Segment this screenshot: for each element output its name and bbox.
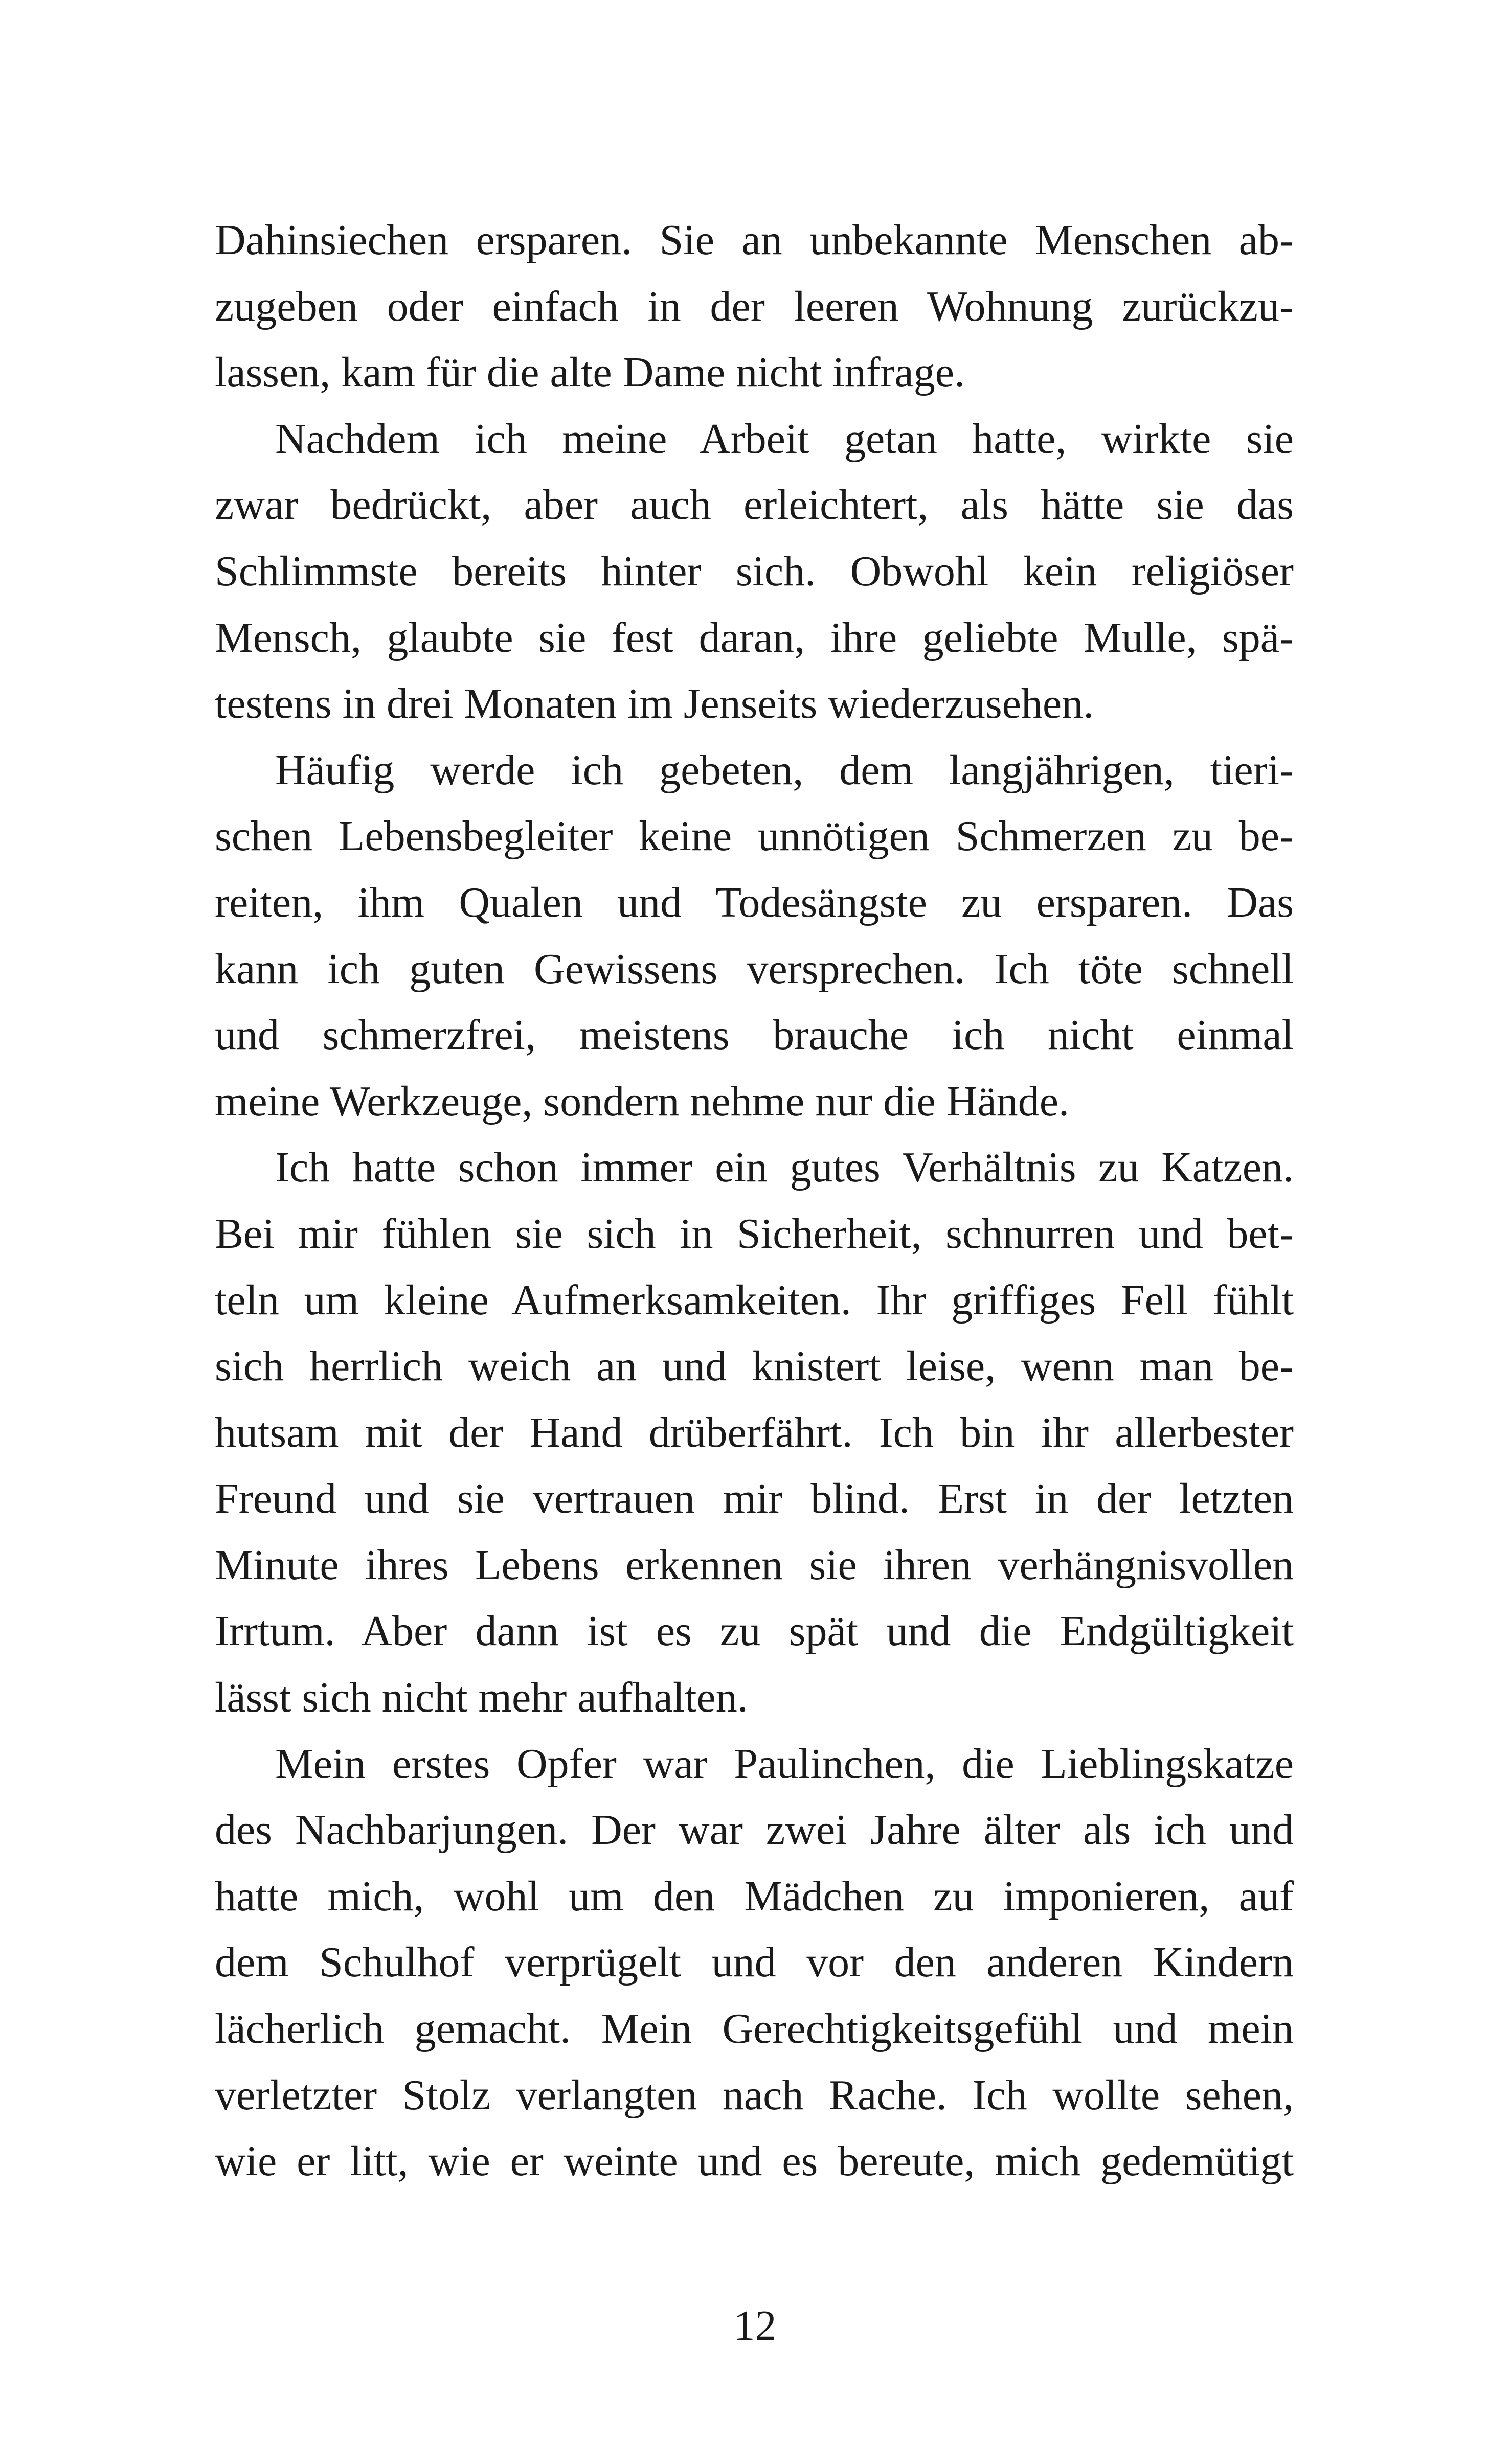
text-line: verletzter Stolz verlangten nach Rache. Ich wollte sehen, <box>215 2071 1294 2119</box>
text-line: meine Werkzeuge, sondern nehme nur die Hände. <box>215 1077 1070 1125</box>
text-line: reiten, ihm Qualen und Todesängste zu ersparen. Das <box>215 878 1294 926</box>
text-line: Mein erstes Opfer war Paulinchen, die Lieblingskatze <box>275 1740 1294 1788</box>
text-line: hatte mich, wohl um den Mädchen zu imponieren, auf <box>215 1872 1294 1920</box>
text-line: und schmerzfrei, meistens brauche ich nicht einmal <box>215 1011 1294 1059</box>
text-line: wie er litt, wie er weinte und es bereute, mich gedemütigt <box>215 2137 1294 2185</box>
text-line: hutsam mit der Hand drüberfährt. Ich bin ihr allerbester <box>215 1408 1294 1456</box>
text-line: kann ich guten Gewissens versprechen. Ich töte schnell <box>215 945 1294 993</box>
text-line: Minute ihres Lebens erkennen sie ihren verhängnisvollen <box>215 1541 1294 1589</box>
page-number: 12 <box>733 2302 777 2349</box>
text-line: teln um kleine Aufmerksamkeiten. Ihr griffiges Fell fühlt <box>215 1276 1294 1324</box>
text-line: Nachdem ich meine Arbeit getan hatte, wirkte sie <box>275 415 1294 463</box>
text-line: lassen, kam für die alte Dame nicht infrage. <box>215 349 965 397</box>
text-line: lässt sich nicht mehr aufhalten. <box>215 1674 748 1722</box>
text-line: Irrtum. Aber dann ist es zu spät und die Endgültigkeit <box>215 1607 1294 1655</box>
text-line: Ich hatte schon immer ein gutes Verhältnis zu Katzen. <box>275 1144 1294 1192</box>
text-line: schen Lebensbegleiter keine unnötigen Schmerzen zu be- <box>215 812 1294 860</box>
text-line: Mensch, glaubte sie fest daran, ihre geliebte Mulle, spä- <box>215 613 1294 661</box>
text-line: dem Schulhof verprügelt und vor den anderen Kindern <box>215 1938 1294 1987</box>
text-line: zwar bedrückt, aber auch erleichtert, als hätte sie das <box>215 481 1294 529</box>
text-line: des Nachbarjungen. Der war zwei Jahre älter als ich und <box>215 1806 1294 1854</box>
text-line: zugeben oder einfach in der leeren Wohnung zurückzu- <box>215 282 1294 330</box>
text-line: lächerlich gemacht. Mein Gerechtigkeitsgefühl und mein <box>215 2005 1294 2053</box>
text-line: Dahinsiechen ersparen. Sie an unbekannte Menschen ab- <box>215 216 1294 264</box>
text-line: Schlimmste bereits hinter sich. Obwohl kein religiöser <box>215 547 1294 595</box>
text-line: sich herrlich weich an und knistert leise, wenn man be- <box>215 1342 1294 1390</box>
text-line: Freund und sie vertrauen mir blind. Erst in der letzten <box>215 1475 1294 1523</box>
text-line: Häufig werde ich gebeten, dem langjährigen, tieri- <box>275 746 1294 794</box>
text-line: testens in drei Monaten im Jenseits wiederzusehen. <box>215 680 1094 728</box>
text-line: Bei mir fühlen sie sich in Sicherheit, schnurren und bet- <box>215 1210 1294 1258</box>
body-text <box>215 207 1294 2195</box>
